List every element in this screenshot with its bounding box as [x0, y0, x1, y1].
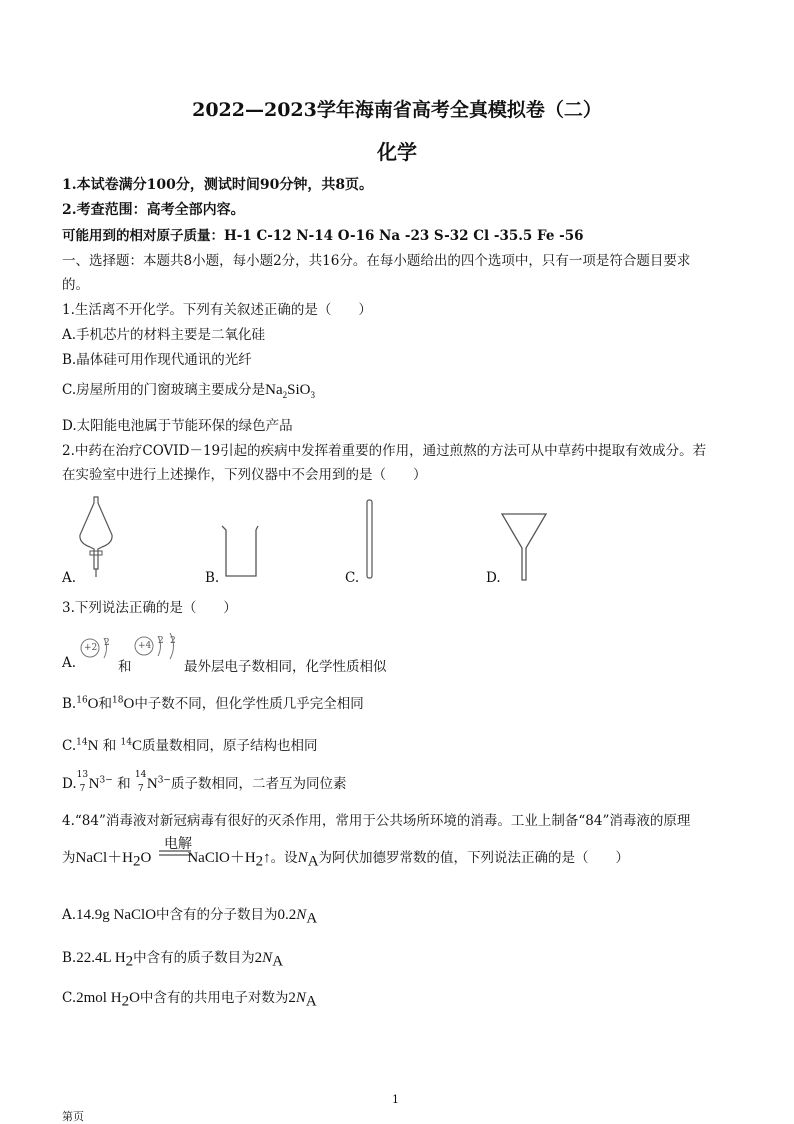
formula: 22.4L H [76, 950, 126, 966]
electrolysis-condition: 电解 [164, 836, 192, 852]
avogadro-sub: A [306, 910, 318, 927]
atom1-shell1: 2 [104, 638, 110, 648]
formula-sub: 2 [282, 390, 288, 400]
formula-sub: 2 [133, 853, 141, 870]
option-prefix: D. [62, 776, 77, 792]
formula: 14.9g NaClO [76, 907, 157, 923]
q2-option-b: B. [205, 570, 220, 586]
equation-suffix: 。设 [270, 850, 298, 866]
option-prefix: C. [62, 738, 77, 754]
option-prefix: B. [62, 696, 77, 712]
option-prefix: C. [62, 990, 77, 1006]
atomic-number: 7 [137, 783, 144, 794]
atom1-nucleus: +2 [84, 643, 98, 653]
formula-sio: SiO [287, 382, 311, 398]
avogadro-symbol: N [297, 850, 308, 866]
equation-suffix: 为阿伏加德罗常数的值，下列说法正确的是（ ） [318, 850, 630, 866]
q1-option-a: A.手机芯片的材料主要是二氧化硅 [62, 327, 266, 343]
value: 2 [254, 950, 263, 966]
mass-number: 14 [76, 737, 88, 748]
mass-number: 16 [76, 695, 88, 706]
conjunction: 和 [117, 776, 131, 792]
formula-sub: 2 [255, 853, 264, 870]
value: 2 [288, 990, 296, 1006]
option-text: 中含有的共用电子对数为 [139, 990, 289, 1006]
element-symbol: N [146, 776, 158, 792]
avogadro-symbol: N [262, 950, 273, 966]
avogadro-sub: A [307, 853, 319, 870]
avogadro-sub: A [305, 993, 317, 1010]
q3-option-d [62, 769, 347, 794]
value: 0.2 [277, 907, 297, 923]
conjunction: 和 [102, 738, 117, 754]
q1-option-c-text: C.房屋所用的门窗玻璃主要成分是 [62, 382, 266, 398]
q1-option-c-formula [265, 382, 315, 398]
mass-number: 13 [76, 769, 89, 780]
q1-option-b: B.晶体硅可用作现代通讯的光纤 [62, 352, 252, 368]
avogadro-symbol: N [296, 907, 307, 923]
mass-number: 18 [112, 695, 124, 706]
formula-sub: 2 [121, 993, 130, 1010]
option-text: 质量数相同，原子结构也相同 [142, 738, 318, 754]
formula-end: O [129, 990, 140, 1006]
element-symbol: C [131, 738, 142, 754]
nuclide-notation [76, 769, 89, 794]
q3-option-a-prefix: A. [62, 655, 77, 671]
q2-option-d: D. [486, 570, 501, 586]
option-text: 中含有的质子数目为 [133, 950, 255, 966]
conjunction: 和 [98, 696, 113, 712]
mass-number: 14 [134, 769, 147, 780]
q3-option-b [62, 692, 364, 713]
note-2: 2.考查范围：高考全部内容。 [62, 202, 245, 218]
beaker-icon [220, 522, 260, 580]
q4-option-c [62, 986, 317, 1011]
exam-title: 2022—2023学年海南省高考全真模拟卷（二） [192, 99, 602, 121]
atom2-shell2: 2 [170, 636, 176, 646]
avogadro-symbol: N [295, 990, 306, 1006]
glass-rod-icon [365, 498, 375, 582]
q4-stem-line1: 4.“84”消毒液对新冠病毒有很好的灭杀作用，常用于公共场所环境的消毒。工业上制备“84”消毒液的原理 [62, 813, 691, 829]
q1-option-c [62, 378, 315, 400]
q1-stem: 1.生活离不开化学。下列有关叙述正确的是（ ） [62, 302, 372, 318]
subject-title: 化学 [377, 140, 417, 164]
formula-sub: 3 [310, 390, 315, 400]
q1-option-d: D.太阳能电池属于节能环保的绿色产品 [62, 418, 293, 434]
formula-na: Na [265, 382, 283, 398]
section-intro-line2: 的。 [62, 277, 89, 293]
q4-equation-line [62, 846, 629, 871]
page-number: 1 [392, 1093, 399, 1106]
option-prefix: A. [62, 907, 77, 923]
atom2-nucleus: +4 [138, 641, 152, 651]
q2-option-c: C. [345, 570, 360, 586]
section-intro-line1: 一、选择题：本题共8小题，每小题2分，共16分。在每小题给出的四个选项中，只有一项是符合题目要求 [62, 253, 691, 269]
note-1: 1.本试卷满分100分，测试时间90分钟，共8页。 [62, 177, 374, 193]
formula: 2mol H [76, 990, 122, 1006]
q3-option-a-and: 和 [118, 659, 132, 675]
equation-prefix: 为 [62, 850, 76, 866]
gas-arrow: ↑ [263, 850, 271, 866]
atomic-masses: 可能用到的相对原子质量：H-1 C-12 N-14 O-16 Na -23 S-32 Cl -35.5 Fe -56 [62, 228, 584, 244]
option-text: 中子数不同，但化学性质几乎完全相同 [134, 696, 364, 712]
q2-stem-line2: 在实验室中进行上述操作，下列仪器中不会用到的是（ ） [62, 467, 427, 483]
q2-stem-line1: 2.中药在治疗COVID－19引起的疾病中发挥着重要的作用，通过煎熬的方法可从中草药中提取有效成分。若 [62, 443, 707, 459]
mass-number: 14 [120, 737, 132, 748]
funnel-icon [500, 512, 548, 582]
products: NaClO＋H [187, 850, 256, 866]
ion-charge: 3− [99, 775, 113, 786]
reactants: NaCl＋H [75, 850, 133, 866]
atom2-shell1: 2 [158, 636, 164, 646]
ion-charge: 3− [157, 775, 171, 786]
q3-option-a-text: 最外层电子数相同，化学性质相似 [184, 659, 387, 675]
q4-option-b [62, 946, 283, 971]
atomic-number: 7 [79, 783, 86, 794]
nuclide-notation [134, 769, 147, 794]
option-text: 中含有的分子数目为 [156, 907, 278, 923]
element-symbol: O [123, 696, 135, 712]
q2-option-a: A. [62, 570, 77, 586]
reactants-end: O [140, 850, 152, 866]
formula-sub: 2 [125, 953, 134, 970]
element-symbol: N [87, 738, 99, 754]
element-symbol: N [88, 776, 100, 792]
option-prefix: B. [62, 950, 77, 966]
avogadro-sub: A [272, 953, 284, 970]
q4-option-a [62, 903, 317, 928]
footer-label: 第页 [62, 1110, 84, 1123]
element-symbol: O [87, 696, 99, 712]
q3-stem: 3.下列说法正确的是（ ） [62, 600, 237, 616]
q3-option-c [62, 734, 318, 755]
separatory-funnel-icon [76, 495, 116, 580]
option-text: 质子数相同，二者互为同位素 [170, 776, 347, 792]
